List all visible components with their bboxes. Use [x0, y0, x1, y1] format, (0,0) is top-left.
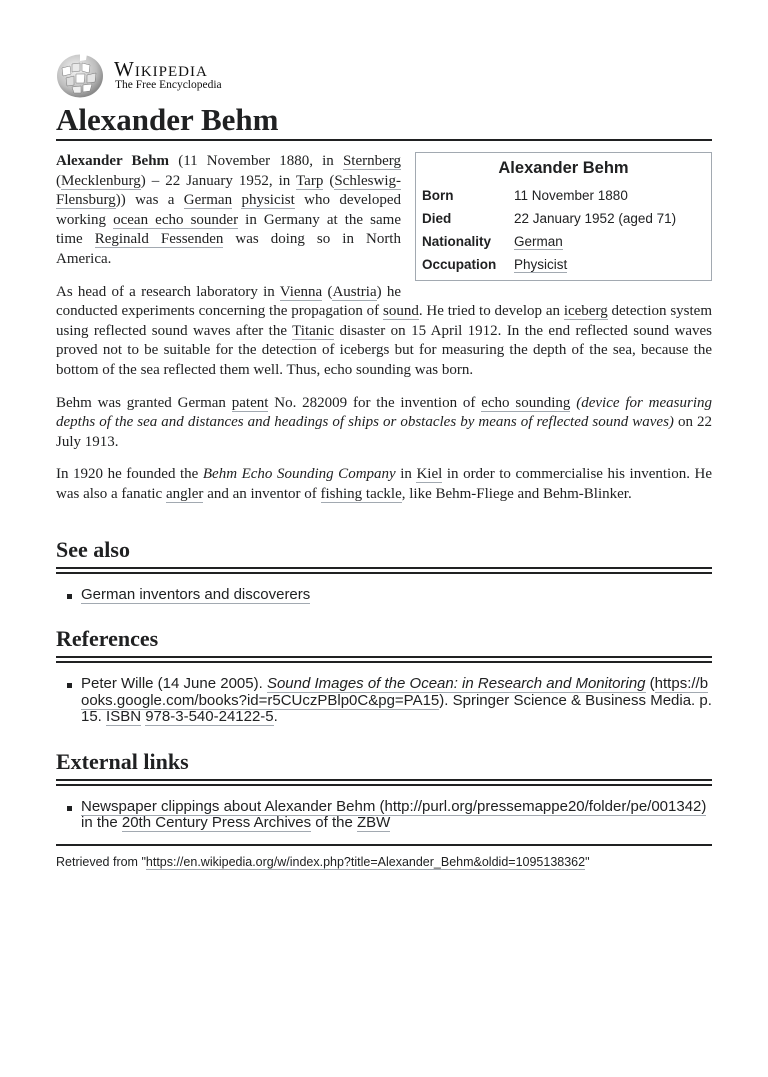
link-reginald-fessenden[interactable]: Reginald Fessenden	[94, 231, 224, 248]
text: in	[395, 466, 417, 483]
text: was doing so in North America.	[56, 231, 401, 267]
footer-divider	[56, 844, 712, 846]
link-kiel[interactable]: Kiel	[416, 466, 443, 483]
link-ocean-echo-sounder[interactable]: ocean echo sounder	[113, 211, 239, 228]
reference-item	[81, 676, 712, 726]
text: )) was a	[115, 192, 184, 209]
link-press-archives[interactable]: 20th Century Press Archives	[121, 814, 312, 831]
text: (	[322, 283, 333, 300]
link-sound[interactable]: sound	[383, 303, 419, 320]
text: Retrieved from "	[56, 854, 146, 869]
text: (11 November 1880, in	[169, 153, 343, 169]
infobox	[415, 152, 712, 281]
infobox-label: Occupation	[422, 257, 497, 272]
infobox-link-physicist[interactable]: Physicist	[514, 257, 568, 272]
link-book-title[interactable]: Sound Images of the Ocean: in Research and Monitoring	[266, 675, 646, 692]
infobox-value	[514, 253, 705, 276]
link-permanent-url[interactable]: https://en.wikipedia.org/w/index.php?title=Alexander_Behm&oldid=1095138362	[145, 854, 586, 869]
patent-description: (device for measuring depths of the sea and distances and headings of ships or obstacles by means of reflected sound waves)	[56, 394, 712, 431]
text: in Germany at the same time	[56, 211, 402, 248]
infobox-label: Nationality	[422, 234, 492, 249]
infobox-table	[422, 184, 705, 276]
link-zbw[interactable]: ZBW	[357, 814, 391, 831]
company-name: Behm Echo Sounding Company	[202, 466, 396, 483]
patent-paragraph	[56, 394, 712, 453]
link-angler[interactable]: angler	[165, 485, 204, 502]
infobox-link-german[interactable]: German	[514, 234, 563, 249]
link-newspaper-clippings[interactable]: Newspaper clippings about Alexander Behm (http://purl.org/pressemappe20/folder/pe/001342)	[81, 797, 707, 815]
text: Peter Wille (14 June 2005).	[81, 675, 267, 692]
text: "	[585, 854, 590, 869]
text: in order to commercialise his invention. He was also a fanatic	[56, 466, 712, 502]
text: In 1920 he founded the	[56, 466, 203, 483]
retrieved-from	[56, 855, 712, 869]
see-also-list	[56, 587, 712, 604]
link-titanic[interactable]: Titanic	[292, 322, 335, 339]
text: No. 282009 for the invention of	[268, 394, 482, 411]
link-tarp[interactable]: Tarp	[296, 172, 324, 189]
text: .	[273, 708, 278, 725]
infobox-value: 11 November 1880	[514, 188, 628, 203]
link-austria[interactable]: Austria	[332, 283, 377, 300]
wikipedia-globe-icon[interactable]	[56, 54, 104, 98]
external-links-list	[56, 799, 712, 832]
site-tagline: The Free Encyclopedia	[115, 79, 222, 91]
text: and an inventor of	[203, 485, 321, 502]
infobox-row-born	[422, 184, 705, 207]
infobox-row-died	[422, 207, 705, 230]
text: (	[56, 172, 61, 189]
site-header	[56, 53, 712, 101]
link-isbn-number[interactable]: 978-3-540-24122-5	[145, 708, 274, 725]
text: disaster on 15 April 1912. In the end reflected sound waves proved not to be suitable for the detection of icebergs but for measuring the depth of the sea, because the bottom of the sea reflected them well. Thus, echo sounding was born.	[56, 322, 713, 378]
link-vienna[interactable]: Vienna	[279, 283, 323, 300]
references-list	[56, 676, 712, 726]
link-physicist[interactable]: physicist	[241, 192, 295, 209]
link-iceberg[interactable]: iceberg	[563, 303, 608, 320]
link-echo-sounding[interactable]: echo sounding	[481, 394, 571, 411]
link-book-url[interactable]: https://books.google.com/books?id=r5CUczPBlp0C&pg=PA15	[81, 675, 709, 709]
infobox-label: Died	[422, 211, 452, 226]
see-also-heading: See also	[56, 536, 712, 569]
research-paragraph	[56, 283, 712, 381]
link-mecklenburg[interactable]: Mecklenburg	[61, 172, 141, 189]
link-sternberg[interactable]: Sternberg	[342, 153, 402, 169]
infobox-label: Born	[422, 188, 454, 203]
article-page	[56, 53, 712, 869]
site-wordmark: Wikipedia	[114, 57, 208, 81]
text: As head of a research laboratory in	[56, 283, 280, 300]
text: ) – 22 January 1952, in	[140, 172, 297, 189]
link-isbn[interactable]: ISBN	[106, 708, 142, 725]
subject-name: Alexander Behm	[56, 153, 170, 169]
link-german-inventors[interactable]: German inventors and discoverers	[81, 585, 311, 603]
external-links-heading: External links	[56, 748, 712, 781]
infobox-title: Alexander Behm	[498, 159, 629, 177]
company-paragraph	[56, 465, 712, 504]
text: on 22 July 1913.	[56, 414, 713, 450]
text: (	[323, 172, 335, 189]
external-link-item	[81, 799, 712, 832]
text: , like Behm-Fliege and Behm-Blinker.	[401, 485, 632, 502]
text: (	[645, 675, 655, 692]
text: Behm was granted German	[56, 394, 232, 411]
text: of the	[311, 814, 358, 831]
list-item	[81, 587, 712, 604]
text: . He tried to develop an	[418, 303, 564, 320]
infobox-value	[514, 230, 705, 253]
infobox-value: 22 January 1952 (aged 71)	[514, 211, 677, 226]
infobox-row-nationality	[422, 230, 705, 253]
infobox-row-occupation	[422, 253, 705, 276]
text: detection system using reflected sound waves after the	[56, 303, 712, 339]
text: who developed working	[56, 192, 401, 228]
link-schleswig-flensburg[interactable]: Schleswig-Flensburg	[56, 172, 402, 209]
link-german[interactable]: German	[183, 192, 233, 209]
text: ). Springer Science & Business Media. p. 15.	[81, 691, 712, 725]
link-patent[interactable]: patent	[231, 394, 269, 411]
link-fishing-tackle[interactable]: fishing tackle	[320, 485, 402, 502]
text: in the	[81, 814, 122, 831]
page-title: Alexander Behm	[56, 101, 712, 141]
text: ) he conducted experiments concerning the propagation of	[56, 283, 401, 320]
references-heading: References	[56, 625, 712, 658]
